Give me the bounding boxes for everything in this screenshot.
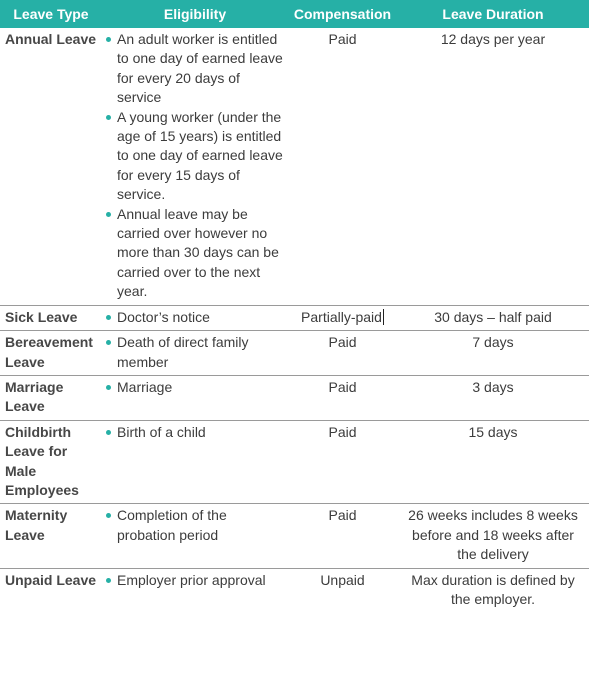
header-leave-duration: Leave Duration <box>397 0 589 28</box>
table-row <box>0 375 589 420</box>
eligibility-item: Completion of the probation period <box>105 506 284 545</box>
leave-type-cell: Childbirth Leave for Male Employees <box>0 420 102 504</box>
table-row <box>0 568 589 612</box>
header-row <box>0 0 589 28</box>
eligibility-item: Birth of a child <box>105 423 284 442</box>
leave-type-cell: Annual Leave <box>0 28 102 305</box>
header-compensation: Compensation <box>288 0 397 28</box>
eligibility-cell <box>102 305 288 330</box>
table-row <box>0 331 589 376</box>
eligibility-list <box>105 571 284 590</box>
text-cursor <box>383 309 384 325</box>
duration-cell: 12 days per year <box>397 28 589 305</box>
table-row <box>0 28 589 305</box>
eligibility-item: Employer prior approval <box>105 571 284 590</box>
header-leave-type: Leave Type <box>0 0 102 28</box>
leave-type-cell: Sick Leave <box>0 305 102 330</box>
leave-type-cell: Bereavement Leave <box>0 331 102 376</box>
compensation-cell: Unpaid <box>320 571 365 588</box>
eligibility-cell <box>102 375 288 420</box>
duration-cell: 15 days <box>397 420 589 504</box>
eligibility-list <box>105 506 284 545</box>
eligibility-item: Death of direct family member <box>105 333 284 372</box>
eligibility-cell <box>102 28 288 305</box>
leave-type-cell: Marriage Leave <box>0 375 102 420</box>
eligibility-item: A young worker (under the age of 15 years) is entitled to one day of earned leave for every 15 days of service. <box>105 108 284 205</box>
eligibility-list <box>105 423 284 442</box>
eligibility-cell <box>102 568 288 612</box>
table-row <box>0 305 589 330</box>
eligibility-item: Annual leave may be carried over however no more than 30 days can be carried over to the next year. <box>105 205 284 302</box>
eligibility-list <box>105 333 284 372</box>
leave-type-cell: Unpaid Leave <box>5 571 97 588</box>
duration-cell: 26 weeks includes 8 weeks before and 18 weeks after the delivery <box>397 504 589 568</box>
header-eligibility: Eligibility <box>102 0 288 28</box>
compensation-cell: Paid <box>288 375 397 420</box>
eligibility-cell <box>102 504 288 568</box>
duration-cell: Max duration is defined by the employer. <box>411 571 575 607</box>
eligibility-list <box>105 308 284 327</box>
eligibility-list <box>105 378 284 397</box>
compensation-cell: Paid <box>288 504 397 568</box>
compensation-cell: Paid <box>288 420 397 504</box>
eligibility-item: Marriage <box>105 378 284 397</box>
eligibility-list <box>105 30 284 302</box>
table-row <box>0 504 589 568</box>
leave-type-cell: Maternity Leave <box>0 504 102 568</box>
eligibility-cell <box>102 331 288 376</box>
eligibility-item: An adult worker is entitled to one day of earned leave for every 20 days of service <box>105 30 284 108</box>
compensation-cell: Paid <box>288 28 397 305</box>
eligibility-item: Doctor’s notice <box>105 308 284 327</box>
compensation-text[interactable]: Partially-paid <box>301 308 382 325</box>
duration-cell: 3 days <box>397 375 589 420</box>
eligibility-cell <box>102 420 288 504</box>
compensation-cell[interactable] <box>288 305 397 330</box>
table-row <box>0 420 589 504</box>
duration-cell: 7 days <box>397 331 589 376</box>
duration-cell: 30 days – half paid <box>397 305 589 330</box>
compensation-cell: Paid <box>288 331 397 376</box>
